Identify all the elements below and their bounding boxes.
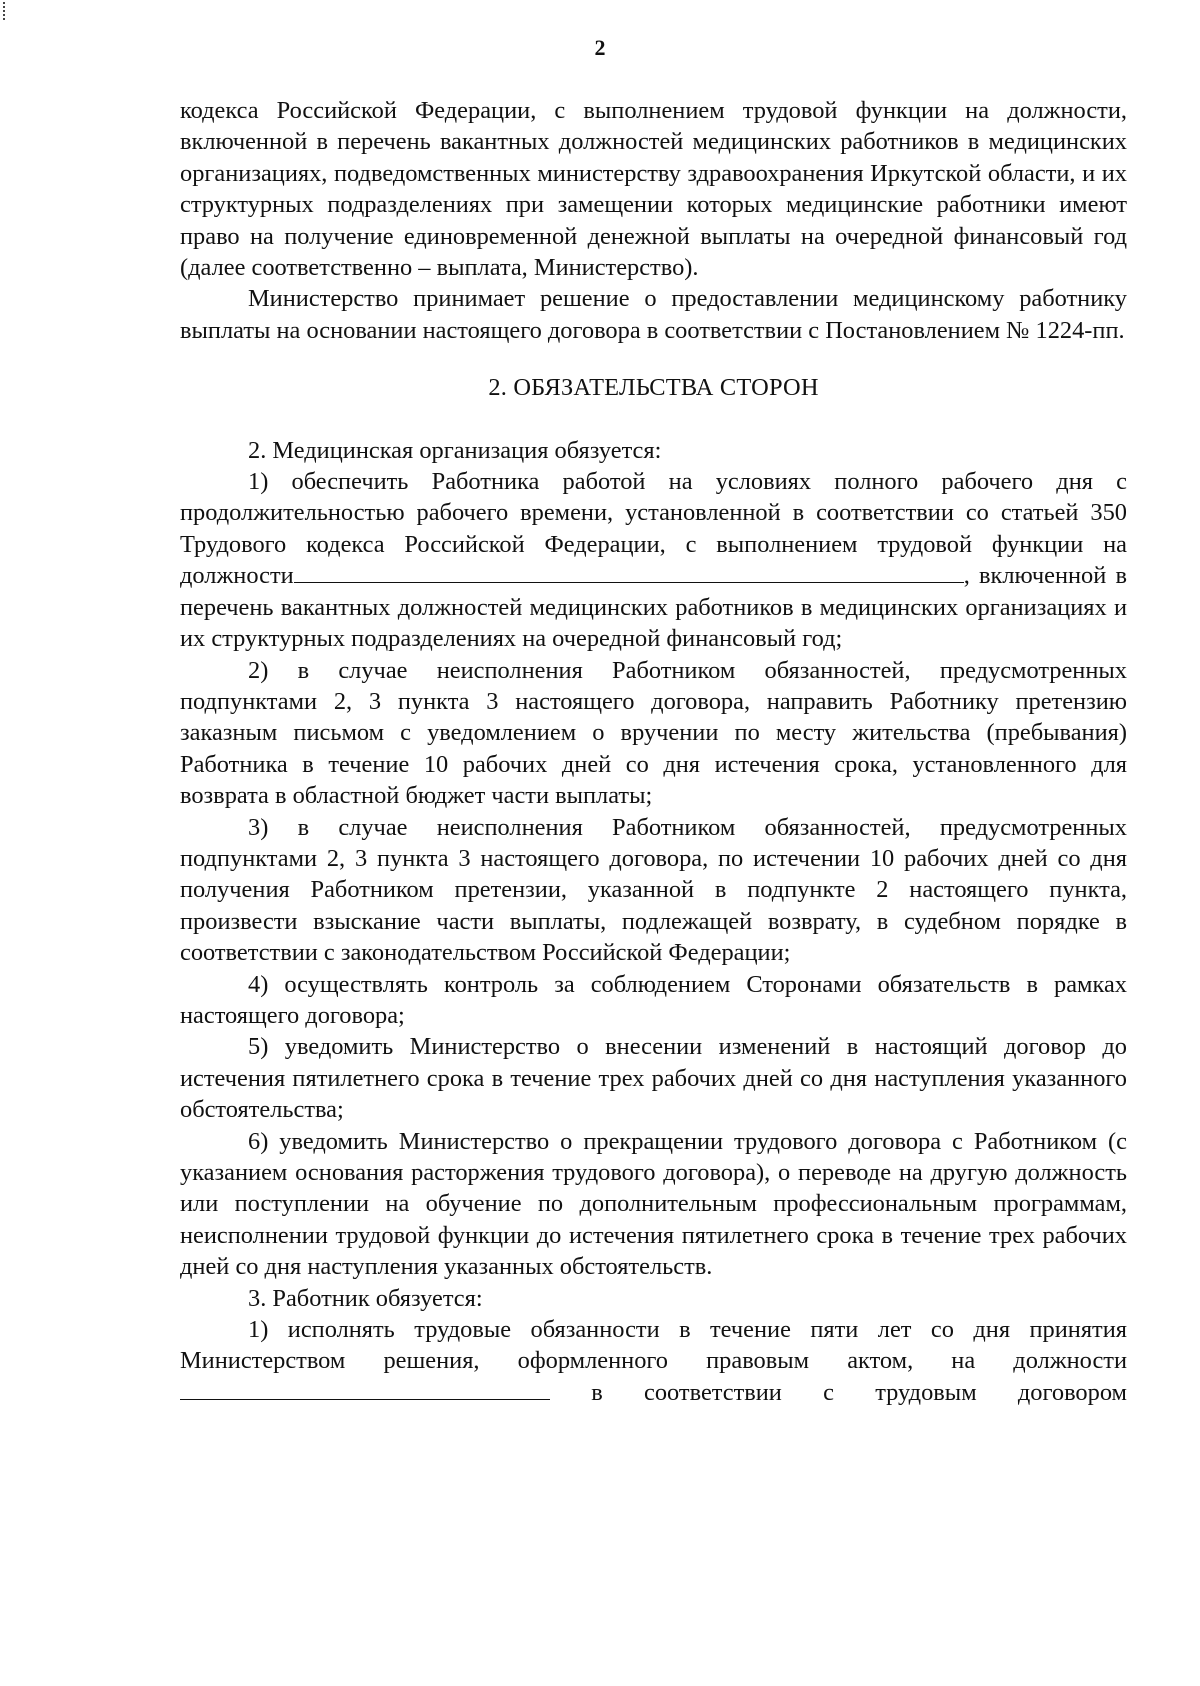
document-body: [180, 95, 1127, 1408]
clause-3-item-1-continuation: в соответствии с трудовым договором: [591, 1378, 1127, 1406]
clause-2-item-1-text: 1) обеспечить Работника работой на условиях полного рабочего дня с продолжительностью рабочего времени, установленной в соответствии со статьей 350 Трудового кодекса Российской Федерации, с выполнением трудовой функции на должности: [180, 468, 1127, 590]
clause-2-item-6: 6) уведомить Министерство о прекращении трудового договора с Работником (с указанием основания расторжения трудового договора), о переводе на другую должность или поступлении на обучение по дополнительным профессиональным программам, неисполнении трудовой функции до истечения пятилетнего срока в течение трех рабочих дней со дня наступления указанных обстоятельств.: [180, 1127, 1127, 1281]
position-blank-field-2: [180, 1377, 550, 1400]
clause-3-item-1: [180, 1314, 1127, 1408]
clause-2-item-5: 5) уведомить Министерство о внесении изменений в настоящий договор до истечения пятилетнего срока в течение трех рабочих дней со дня наступления указанного обстоятельства;: [180, 1033, 1127, 1124]
intro-paragraph-ministry-decision: Министерство принимает решение о предоставлении медицинскому работнику выплаты на основании настоящего договора в соответствии с Постановлением № 1224-пп.: [180, 285, 1127, 344]
section-heading: 2. ОБЯЗАТЕЛЬСТВА СТОРОН: [488, 374, 819, 402]
clause-3-item-1-text: 1) исполнять трудовые обязанности в течение пяти лет со дня принятия Министерством решения, оформленного правовым актом, на должности: [180, 1316, 1127, 1375]
position-blank-field: [294, 560, 964, 583]
clause-2-title: 2. Медицинская организация обязуется:: [248, 436, 662, 464]
clause-2-item-3: 3) в случае неисполнения Работником обязанностей, предусмотренных подпунктами 2, 3 пункта 3 настоящего договора, по истечении 10 рабочих дней со дня получения Работником претензии, указанной в подпункте 2 настоящего пункта, произвести взыскание части выплаты, подлежащей возврату, в судебном порядке в соответствии с законодательством Российской Федерации;: [180, 813, 1127, 967]
clause-2-item-4: 4) осуществлять контроль за соблюдением Сторонами обязательств в рамках настоящего договора;: [180, 970, 1127, 1029]
clause-2-item-1: [180, 466, 1127, 654]
clause-2-item-2: 2) в случае неисполнения Работником обязанностей, предусмотренных подпунктами 2, 3 пункта 3 настоящего договора, направить Работнику претензию заказным письмом с уведомлением о вручении по месту жительства (пребывания) Работника в течение 10 рабочих дней со дня истечения срока, установленного для возврата в областной бюджет части выплаты;: [180, 656, 1127, 810]
scan-mark: [3, 2, 8, 20]
clause-3-title: 3. Работник обязуется:: [248, 1284, 483, 1312]
page-number: 2: [594, 35, 606, 60]
clause-2-item-1-comma: ,: [963, 562, 970, 590]
intro-paragraph-continuation: кодекса Российской Федерации, с выполнением трудовой функции на должности, включенной в перечень вакантных должностей медицинских работников в медицинских организациях, подведомственных министерству здравоохранения Иркутской области, и их структурных подразделениях при замещении которых медицинские работники имеют право на получение единовременной денежной выплаты на очередной финансовый год (далее соответственно – выплата, Министерство).: [180, 97, 1127, 282]
clause-2-item-1-continuation: включенной в перечень вакантных должностей медицинских работников в медицинских организациях и их структурных подразделениях на очередной финансовый год;: [180, 562, 1127, 653]
